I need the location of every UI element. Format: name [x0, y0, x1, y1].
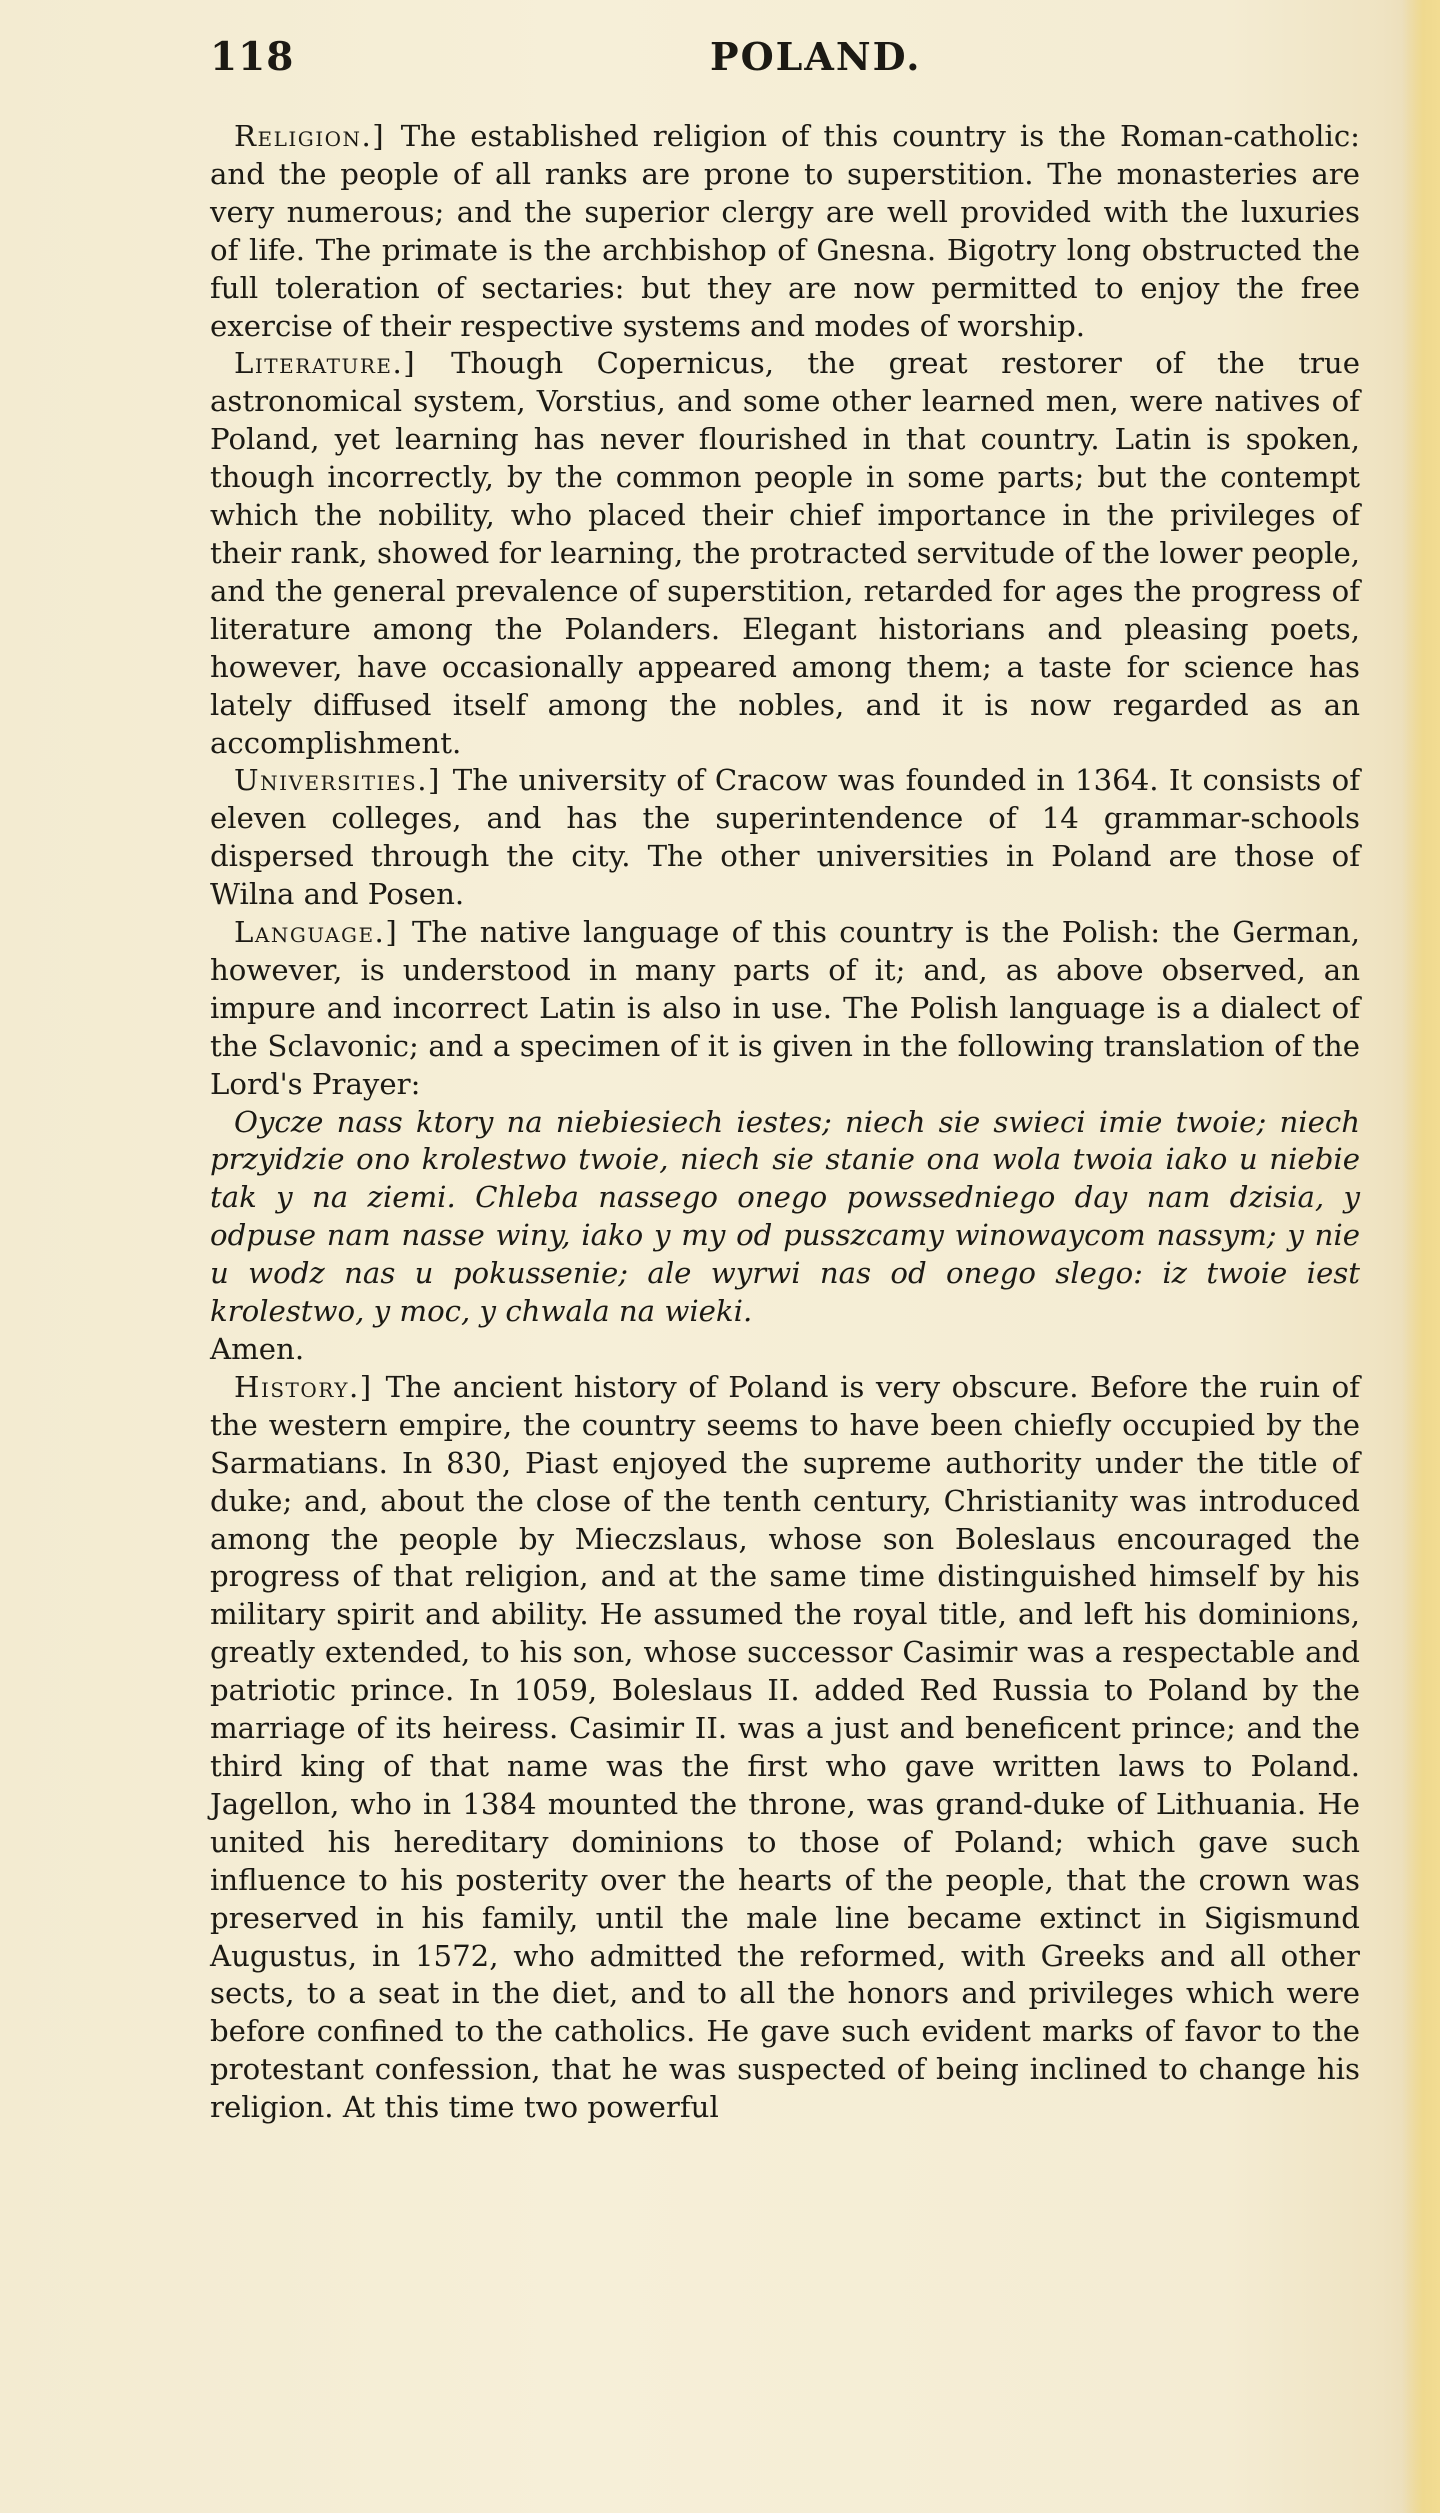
section-text: The native language of this country is the Polish: the German, however, is understood in many parts of it; and, as above observed, an impure and incorrect Latin is also in use. The Polish language is a dialect of the Sclavonic; and a specimen of it is given in the following translation of the Lord's Prayer:	[210, 915, 1360, 1101]
section-text: The established religion of this country is the Roman-catholic: and the people of all ranks are prone to superstition. The monasteries are very numerous; and the superior clergy are well provided with the luxuries of life. The primate is the archbishop of Gnesna. Bigotry long obstructed the full toleration of sectaries: but they are now permitted to enjoy the free exercise of their respective systems and modes of worship.	[210, 119, 1360, 343]
section-universities	[210, 762, 1360, 914]
section-religion	[210, 118, 1360, 345]
prayer-closing	[210, 1331, 1360, 1369]
section-heading: Universities.]	[234, 763, 453, 798]
section-history	[210, 1369, 1360, 2127]
page-header	[210, 34, 1360, 94]
section-language	[210, 914, 1360, 1104]
section-text: Though Copernicus, the great restorer of the true astronomical system, Vorstius, and some other learned men, were natives of Poland, yet learning has never flourished in that country. Latin is spoken, though incorrectly, by the common people in some parts; but the contempt which the nobility, who placed their chief importance in the privileges of their rank, showed for learning, the protracted servitude of the lower people, and the general prevalence of superstition, retarded for ages the progress of literature among the Polanders. Elegant historians and pleasing poets, however, have occasionally appeared among them; a taste for science has lately diffused itself among the nobles, and it is now regarded as an accomplishment.	[210, 346, 1360, 760]
section-heading: History.]	[234, 1369, 386, 1404]
section-text: The ancient history of Poland is very obscure. Before the ruin of the western empire, the country seems to have been chiefly occupied by the Sarmatians. In 830, Piast enjoyed the supreme authority under the title of duke; and, about the close of the tenth century, Christianity was introduced among the people by Mieczslaus, whose son Boleslaus encouraged the progress of that religion, and at the same time distinguished himself by his military spirit and ability. He assumed the royal title, and left his dominions, greatly extended, to his son, whose successor Casimir was a respectable and patriotic prince. In 1059, Boleslaus II. added Red Russia to Poland by the marriage of its heiress. Casimir II. was a just and beneficent prince; and the third king of that name was the first who gave written laws to Poland. Jagellon, who in 1384 mounted the throne, was grand-duke of Lithuania. He united his hereditary dominions to those of Poland; which gave such influence to his posterity over the hearts of the people, that the crown was preserved in his family, until the male line became extinct in Sigismund Augustus, in 1572, who admitted the reformed, with Greeks and all other sects, to a seat in the diet, and to all the honors and privileges which were before confined to the catholics. He gave such evident marks of favor to the protestant confession, that he was suspected of being inclined to change his religion. At this time two powerful	[210, 1369, 1360, 2125]
section-literature	[210, 345, 1360, 762]
page-body	[210, 118, 1360, 2127]
lords-prayer-polish	[210, 1104, 1360, 1331]
section-heading: Language.]	[234, 915, 412, 950]
prayer-amen: Amen.	[210, 1332, 305, 1366]
section-text: The university of Cracow was founded in 1364. It consists of eleven colleges, and has the superintendence of 14 grammar-schools dispersed through the city. The other universities in Poland are those of Wilna and Posen.	[210, 763, 1360, 912]
page-edge-shading	[1402, 0, 1440, 2513]
running-title: POLAND.	[710, 34, 922, 79]
page-number: 118	[210, 34, 295, 80]
prayer-text: Oycze nass ktory na niebiesiech iestes; niech sie swieci imie twoie; niech przyidzie ono krolestwo twoie, niech sie stanie ona wola twoia iako u niebie tak y na ziemi. Chleba nassego onego powssedniego day nam dzisia, y odpuse nam nasse winy, iako y my od pusszcamy winowaycom nassym; y nie u wodz nas u pokussenie; ale wyrwi nas od onego slego: iz twoie iest krolestwo, y moc, y chwala na wieki.	[210, 1104, 1360, 1329]
section-heading: Religion.]	[234, 119, 401, 153]
section-heading: Literature.]	[234, 346, 452, 381]
